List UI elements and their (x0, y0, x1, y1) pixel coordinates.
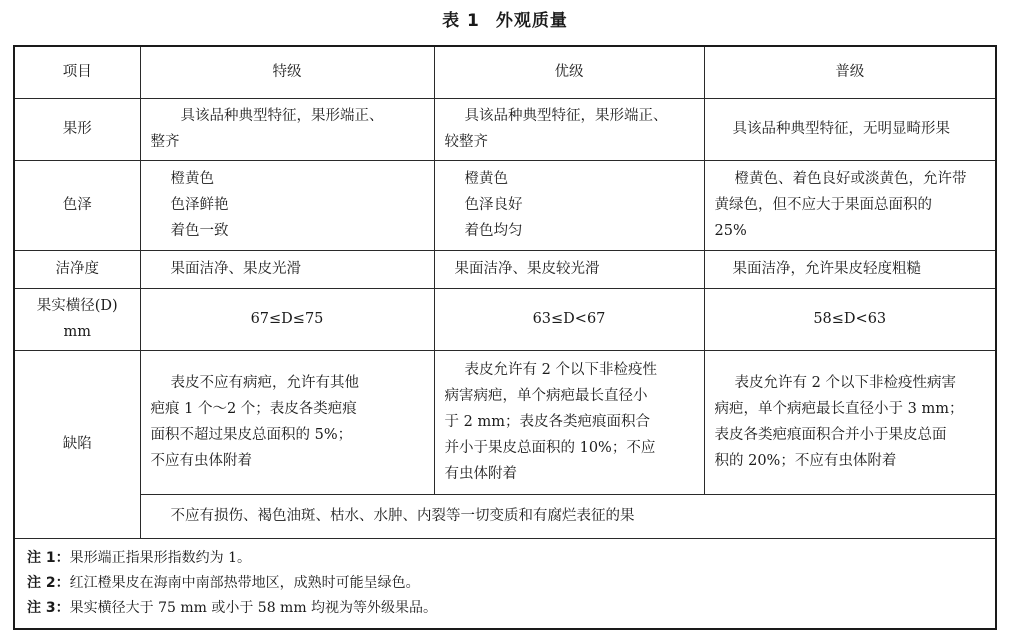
row-defects (14, 350, 996, 494)
header-item: 项目 (14, 46, 140, 98)
row-defects-label: 缺陷 (14, 350, 140, 538)
notes-cell (14, 538, 996, 629)
row-shape-grade3: 具该品种典型特征，无明显畸形果 (704, 98, 996, 160)
row-color-label: 色泽 (14, 160, 140, 250)
note-3 (27, 596, 983, 621)
row-defects-grade3 (704, 350, 996, 494)
note-1-label: 注 1： (27, 549, 70, 566)
row-defects-grade2 (434, 350, 704, 494)
row-defects-grade3-line: 表皮允许有 2 个以下非检疫性病害 (734, 375, 956, 391)
row-defects-grade3-line: 积的 20%；不应有虫体附着 (714, 453, 897, 469)
row-defects-grade1 (140, 350, 434, 494)
header-grade3: 普级 (704, 46, 996, 98)
header-grade1: 特级 (140, 46, 434, 98)
note-3-text: 果实横径大于 75 mm 或小于 58 mm 均视为等外级果品。 (69, 599, 438, 616)
row-defects-grade3-line: 表皮各类疤痕面积合并小于果皮总面 (714, 427, 947, 443)
row-shape-label: 果形 (14, 98, 140, 160)
row-color-grade1-line: 色泽鲜艳 (170, 197, 229, 213)
table-caption: 外观质量 (495, 11, 568, 31)
notes-row (14, 538, 996, 629)
row-defects-grade2-line: 并小于果皮总面积的 10%；不应 (444, 440, 656, 456)
row-cleanliness-grade3: 果面洁净，允许果皮轻度粗糙 (704, 250, 996, 288)
row-color-grade3-line: 25% (714, 223, 747, 239)
row-color-grade2-line: 橙黄色 (464, 171, 508, 187)
row-defects-grade1-line: 面积不超过果皮总面积的 5%； (150, 427, 353, 443)
row-defects-common-text: 不应有损伤、褐色油斑、枯水、水肿、内裂等一切变质和有腐烂表征的果 (140, 494, 996, 538)
row-diameter-label-line2: mm (63, 324, 91, 340)
row-defects-common (14, 494, 996, 538)
row-defects-grade3-line: 病疤，单个病疤最长直径小于 3 mm； (714, 401, 964, 417)
row-cleanliness (14, 250, 996, 288)
row-cleanliness-label: 洁净度 (14, 250, 140, 288)
row-shape-grade1-line: 具该品种典型特征，果形端正、 (180, 108, 384, 124)
row-diameter (14, 288, 996, 350)
row-color-grade1-line: 橙黄色 (170, 171, 214, 187)
note-1-text: 果形端正指果形指数约为 1。 (69, 549, 251, 566)
row-shape (14, 98, 996, 160)
row-defects-grade2-line: 病害病疤，单个病疤最长直径小 (444, 388, 648, 404)
row-color (14, 160, 996, 250)
row-defects-grade2-line: 于 2 mm；表皮各类疤痕面积合 (444, 414, 650, 430)
row-defects-grade2-line: 表皮允许有 2 个以下非检疫性 (464, 362, 657, 378)
row-color-grade3-line: 黄绿色，但不应大于果面总面积的 (714, 197, 932, 213)
row-color-grade2-line: 色泽良好 (464, 197, 523, 213)
note-2-text: 红江橙果皮在海南中南部热带地区，成熟时可能呈绿色。 (69, 574, 420, 591)
quality-table (13, 45, 997, 630)
header-row (14, 46, 996, 98)
row-shape-grade2-line: 具该品种典型特征，果形端正、 (464, 108, 668, 124)
row-shape-grade2-line: 较整齐 (444, 134, 488, 150)
header-grade2: 优级 (434, 46, 704, 98)
note-2 (27, 571, 983, 596)
table-title (0, 6, 1010, 31)
row-shape-grade1-line: 整齐 (150, 134, 180, 150)
row-color-grade1 (140, 160, 434, 250)
note-1 (27, 546, 983, 571)
row-color-grade3-line: 橙黄色、着色良好或淡黄色，允许带 (734, 171, 967, 187)
row-defects-grade1-line: 不应有虫体附着 (150, 453, 252, 469)
row-defects-grade2-line: 有虫体附着 (444, 466, 517, 482)
row-color-grade2 (434, 160, 704, 250)
row-color-grade2-line: 着色均匀 (464, 223, 523, 239)
table-number: 表 1 (442, 11, 480, 31)
row-cleanliness-grade2: 果面洁净、果皮较光滑 (434, 250, 704, 288)
row-defects-grade1-line: 疤痕 1 个～2 个；表皮各类疤痕 (150, 401, 357, 417)
row-diameter-label-line1: 果实横径(D) (36, 298, 118, 314)
row-diameter-grade2: 63≤D<67 (434, 288, 704, 350)
row-diameter-grade3: 58≤D<63 (704, 288, 996, 350)
row-diameter-grade1: 67≤D≤75 (140, 288, 434, 350)
row-diameter-label (14, 288, 140, 350)
note-3-label: 注 3： (27, 599, 70, 616)
row-cleanliness-grade1: 果面洁净、果皮光滑 (140, 250, 434, 288)
row-defects-grade1-line: 表皮不应有病疤，允许有其他 (170, 375, 359, 391)
row-shape-grade1 (140, 98, 434, 160)
note-2-label: 注 2： (27, 574, 70, 591)
row-shape-grade2 (434, 98, 704, 160)
row-color-grade3 (704, 160, 996, 250)
row-color-grade1-line: 着色一致 (170, 223, 229, 239)
